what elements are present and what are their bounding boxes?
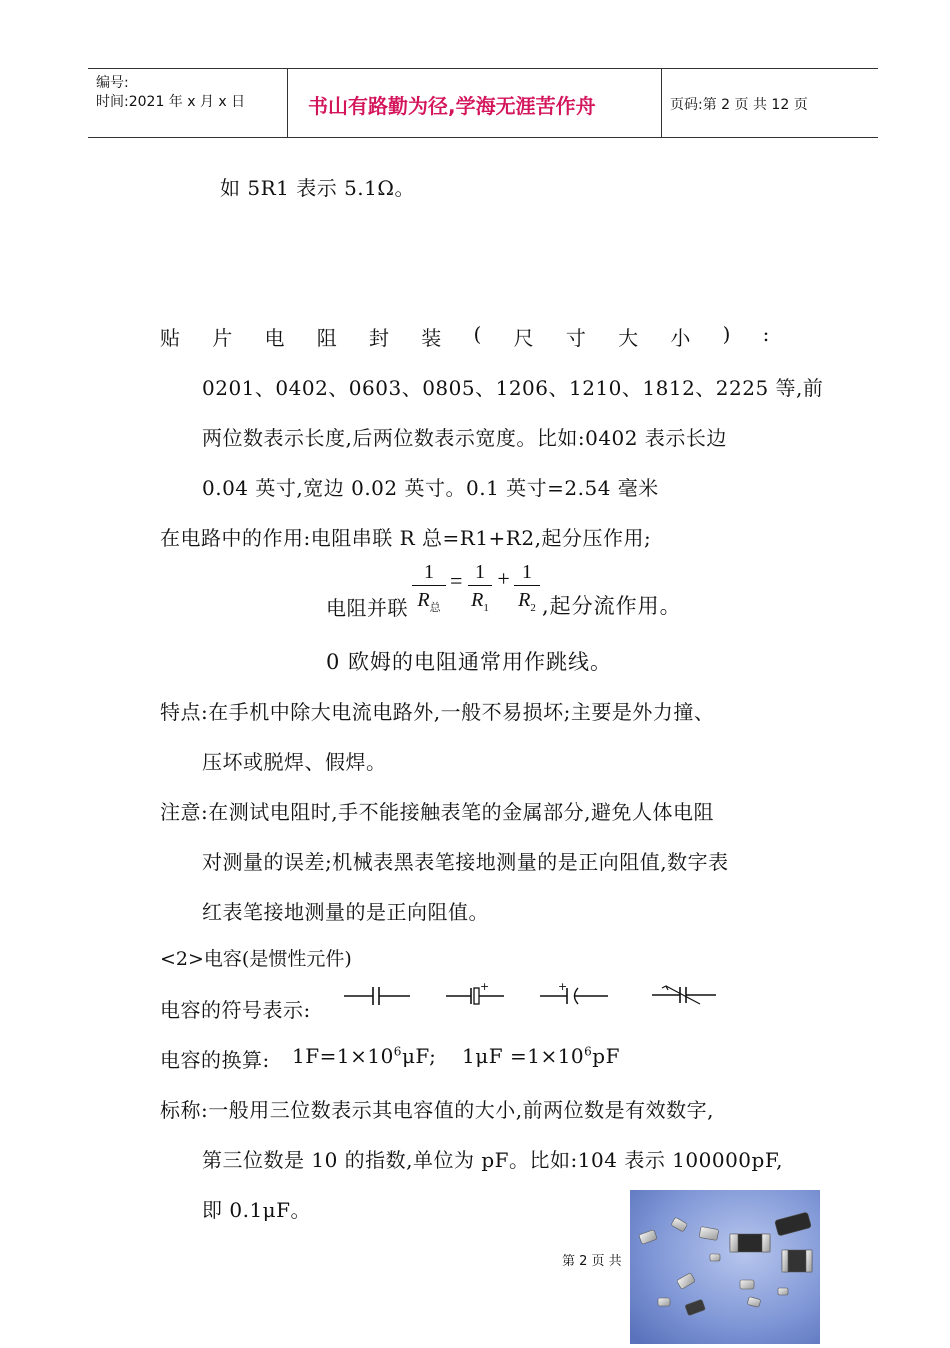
header-page-number: 页码:第 2 页 共 12 页 [670, 97, 808, 113]
heading-char: 装 [421, 326, 442, 350]
package-line-1: 0201、0402、0603、0805、1206、1210、1812、2225 等,前 [202, 376, 824, 400]
fraction-denominator: $R_1$ [471, 589, 489, 614]
nominal-line-3: 即 0.1μF。 [202, 1198, 312, 1222]
heading-char: 贴 [160, 326, 181, 350]
heading-char: 阻 [316, 326, 338, 350]
plus-sign: + [496, 566, 511, 591]
note-line-2: 对测量的误差;机械表黑表笔接地测量的是正向阻值,数字表 [202, 850, 729, 874]
footer-page-number: 第 2 页 共 [562, 1254, 622, 1269]
heading-char: 尺 [513, 326, 535, 350]
polarized-capacitor-symbol-icon [444, 984, 506, 1008]
package-heading [160, 322, 770, 351]
variable-capacitor-symbol-icon [650, 982, 718, 1008]
nominal-line-2: 第三位数是 10 的指数,单位为 pF。比如:104 表示 100000pF, [202, 1148, 783, 1172]
fraction-r2 [514, 560, 540, 621]
conversion-label: 电容的换算: [160, 1048, 270, 1072]
heading-char: 片 [212, 326, 233, 350]
note-line-1: 注意:在测试电阻时,手不能接触表笔的金属部分,避免人体电阻 [160, 800, 714, 824]
heading-char: 大 [618, 326, 639, 350]
fraction-numerator: 1 [522, 561, 532, 583]
parallel-prefix: 电阻并联 [326, 596, 408, 620]
example-5r1: 如 5R1 表示 5.1Ω。 [220, 176, 415, 200]
polarity-plus-label: + [558, 980, 568, 993]
features-line-1: 特点:在手机中除大电流电路外,一般不易损坏;主要是外力撞、 [160, 700, 715, 724]
package-line-3: 0.04 英寸,宽边 0.02 英寸。0.1 英寸=2.54 毫米 [202, 476, 659, 500]
fraction-numerator: 1 [475, 561, 485, 583]
series-resistance-line: 在电路中的作用:电阻串联 R 总=R1+R2,起分压作用; [160, 526, 652, 550]
capacitor-heading: <2>电容(是惯性元件) [160, 948, 352, 970]
equals-sign: = [450, 568, 463, 593]
header-divider [287, 69, 288, 137]
fraction-bar [514, 585, 540, 586]
fraction-denominator: $R_2$ [518, 589, 536, 614]
heading-char: 电 [264, 326, 285, 350]
fraction-numerator: 1 [424, 561, 434, 583]
polarity-plus-label: + [480, 980, 490, 993]
note-line-3: 红表笔接地测量的是正向阻值。 [202, 900, 489, 924]
heading-char: : [762, 322, 770, 346]
zero-ohm-line: 0 欧姆的电阻通常用作跳线。 [326, 650, 613, 674]
header-code: 编号: [96, 75, 129, 91]
conversion-microfarad: $1\mu F =1\times 10^6pF$ [462, 1044, 620, 1068]
heading-char: 小 [670, 326, 691, 350]
heading-char: ) [722, 322, 731, 346]
fraction-bar [412, 585, 446, 586]
header-divider [661, 69, 662, 137]
header-time: 时间:2021 年 x 月 x 日 [96, 94, 246, 110]
heading-char: 封 [369, 326, 390, 350]
fraction-denominator: $R_总$ [417, 589, 441, 614]
heading-char: 寸 [565, 326, 587, 350]
parallel-suffix: ,起分流作用。 [542, 594, 682, 618]
fraction-total [412, 560, 446, 621]
capacitor-symbol-icon [342, 984, 412, 1008]
header-motto: 书山有路勤为径,学海无涯苦作舟 [308, 94, 596, 118]
fraction-bar [468, 585, 492, 586]
heading-char: ( [473, 322, 482, 346]
nominal-line-1: 标称:一般用三位数表示其电容值的大小,前两位数是有效数字, [160, 1098, 714, 1122]
electrolytic-capacitor-symbol-icon [538, 984, 610, 1008]
fraction-r1 [468, 560, 492, 621]
package-line-2: 两位数表示长度,后两位数表示宽度。比如:0402 表示长边 [202, 426, 727, 450]
features-line-2: 压坏或脱焊、假焊。 [202, 750, 387, 774]
smd-components-photo [630, 1190, 820, 1344]
capacitor-symbol-label: 电容的符号表示: [160, 998, 311, 1022]
conversion-farad: $1F=1\times 10^6\mu F$; [292, 1044, 437, 1068]
